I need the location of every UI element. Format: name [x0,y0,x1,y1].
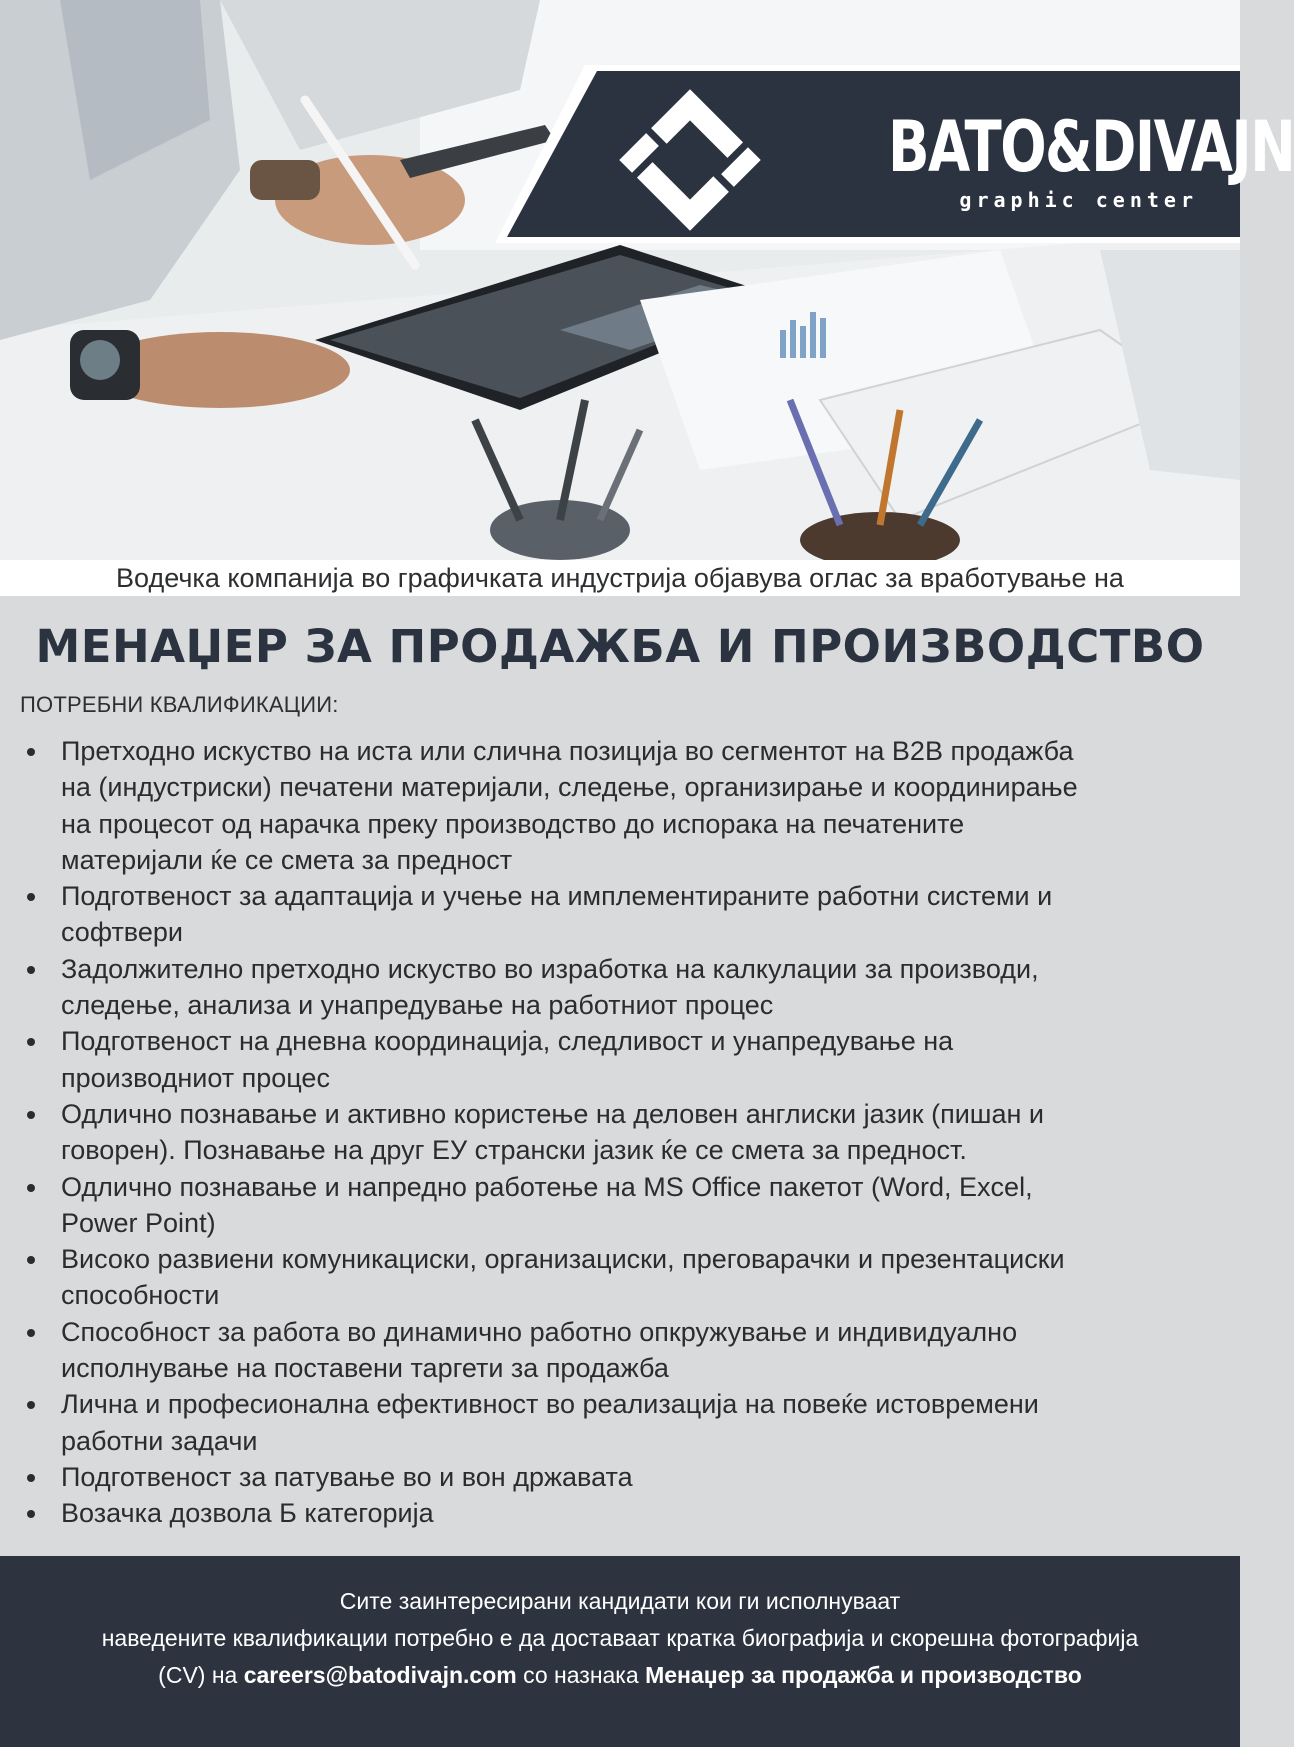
qualification-item [20,1459,1220,1495]
qualification-line: Високо развиени комуникациски, организациски, преговарачки и презентациски [61,1244,1065,1275]
footer-line-3-middle: со назнака [516,1662,646,1688]
qualification-line: способности [61,1280,220,1311]
qualification-line: Возачка дозвола Б категорија [61,1498,434,1529]
bullet-icon [27,1329,35,1337]
qualification-item [20,1241,1220,1314]
qualification-line: материјали ќе се смета за предност [61,844,513,875]
bullet-icon [27,1510,35,1518]
bullet-icon [27,966,35,974]
qualification-item [20,1314,1220,1387]
bullet-icon [27,893,35,901]
job-title: МЕНАЏЕР ЗА ПРОДАЖБА И ПРОИЗВОДСТВО [35,620,1205,673]
qualification-item [20,1023,1220,1096]
qualifications-heading: ПОТРЕБНИ КВАЛИФИКАЦИИ: [20,692,339,717]
qualification-line: Подготвеност за патување во и вон државата [61,1461,633,1492]
bullet-icon [27,1038,35,1046]
bullet-icon [27,1184,35,1192]
qualification-item [20,878,1220,951]
qualification-line: Задолжително претходно искуство во изработка на калкулации за производи, [61,953,1039,984]
qualification-line: производниот процес [61,1062,330,1093]
diamond-logo-icon [612,82,768,238]
company-logo-tagline: graphic center [959,188,1198,212]
intro-text: Водечка компанија во графичката индустрија објавува оглас за вработување на [0,560,1240,596]
qualification-line: исполнување на поставени таргети за продажба [61,1353,669,1384]
qualification-line: следење, анализа и унапредување на работниот процес [61,990,774,1021]
qualification-item [20,951,1220,1024]
bullet-icon [27,1474,35,1482]
qualification-line: Претходно искуство на иста или слична позиција во сегментот на B2B продажба [61,736,1074,766]
contact-email[interactable]: careers@batodivajn.com [243,1662,517,1688]
position-name: Менаџер за продажба и производство [645,1662,1082,1688]
qualification-line: Подготвеност за адаптација и учење на имплементираните работни системи и [61,881,1053,912]
qualification-item [20,1386,1220,1459]
qualification-line: на (индустриски) печатени материјали, следење, организирање и координирање [61,772,1078,803]
qualification-line: Способност за работа во динамично работно опкружување и индивидуално [61,1316,1018,1347]
qualification-line: на процесот од нарачка преку производство до испорака на печатените [61,808,965,839]
company-logo-name: BATO&DIVAJN [888,106,1294,188]
bullet-icon [27,1256,35,1264]
qualification-line: работни задачи [61,1425,258,1456]
qualification-item [20,1495,1220,1531]
bullet-icon [27,1401,35,1409]
footer-contact [0,1556,1240,1747]
bullet-icon [27,748,35,756]
qualification-line: Одлично познавање и напредно работење на MS Office пакетот (Word, Excel, [61,1171,1033,1202]
footer-line-1: Сите заинтересирани кандидати кои ги исполнуваат [339,1588,901,1614]
qualification-item [20,1096,1220,1169]
qualification-line: Подготвеност на дневна координација, следливост и унапредување на [61,1026,954,1057]
qualification-line: Power Point) [61,1207,216,1238]
qualification-line: Одлично познавање и активно користење на деловен англиски јазик (пишан и [61,1098,1044,1129]
footer-line-3 [0,1662,1240,1689]
qualification-line: софтвери [61,917,183,948]
qualification-line: Лична и професионална ефективност во реализација на повеќе истовремени [61,1389,1039,1420]
qualification-item [20,733,1220,878]
qualification-line: говорен). Познавање на друг ЕУ странски јазик ќе се смета за предност. [61,1135,967,1166]
qualification-item [20,1169,1220,1242]
footer-line-2: наведените квалификации потребно е да доставаат кратка биографија и скорешна фотографија [101,1625,1139,1651]
bullet-icon [27,1111,35,1119]
footer-line-3-prefix: (CV) на [158,1662,244,1688]
qualifications-list [20,733,1220,1532]
